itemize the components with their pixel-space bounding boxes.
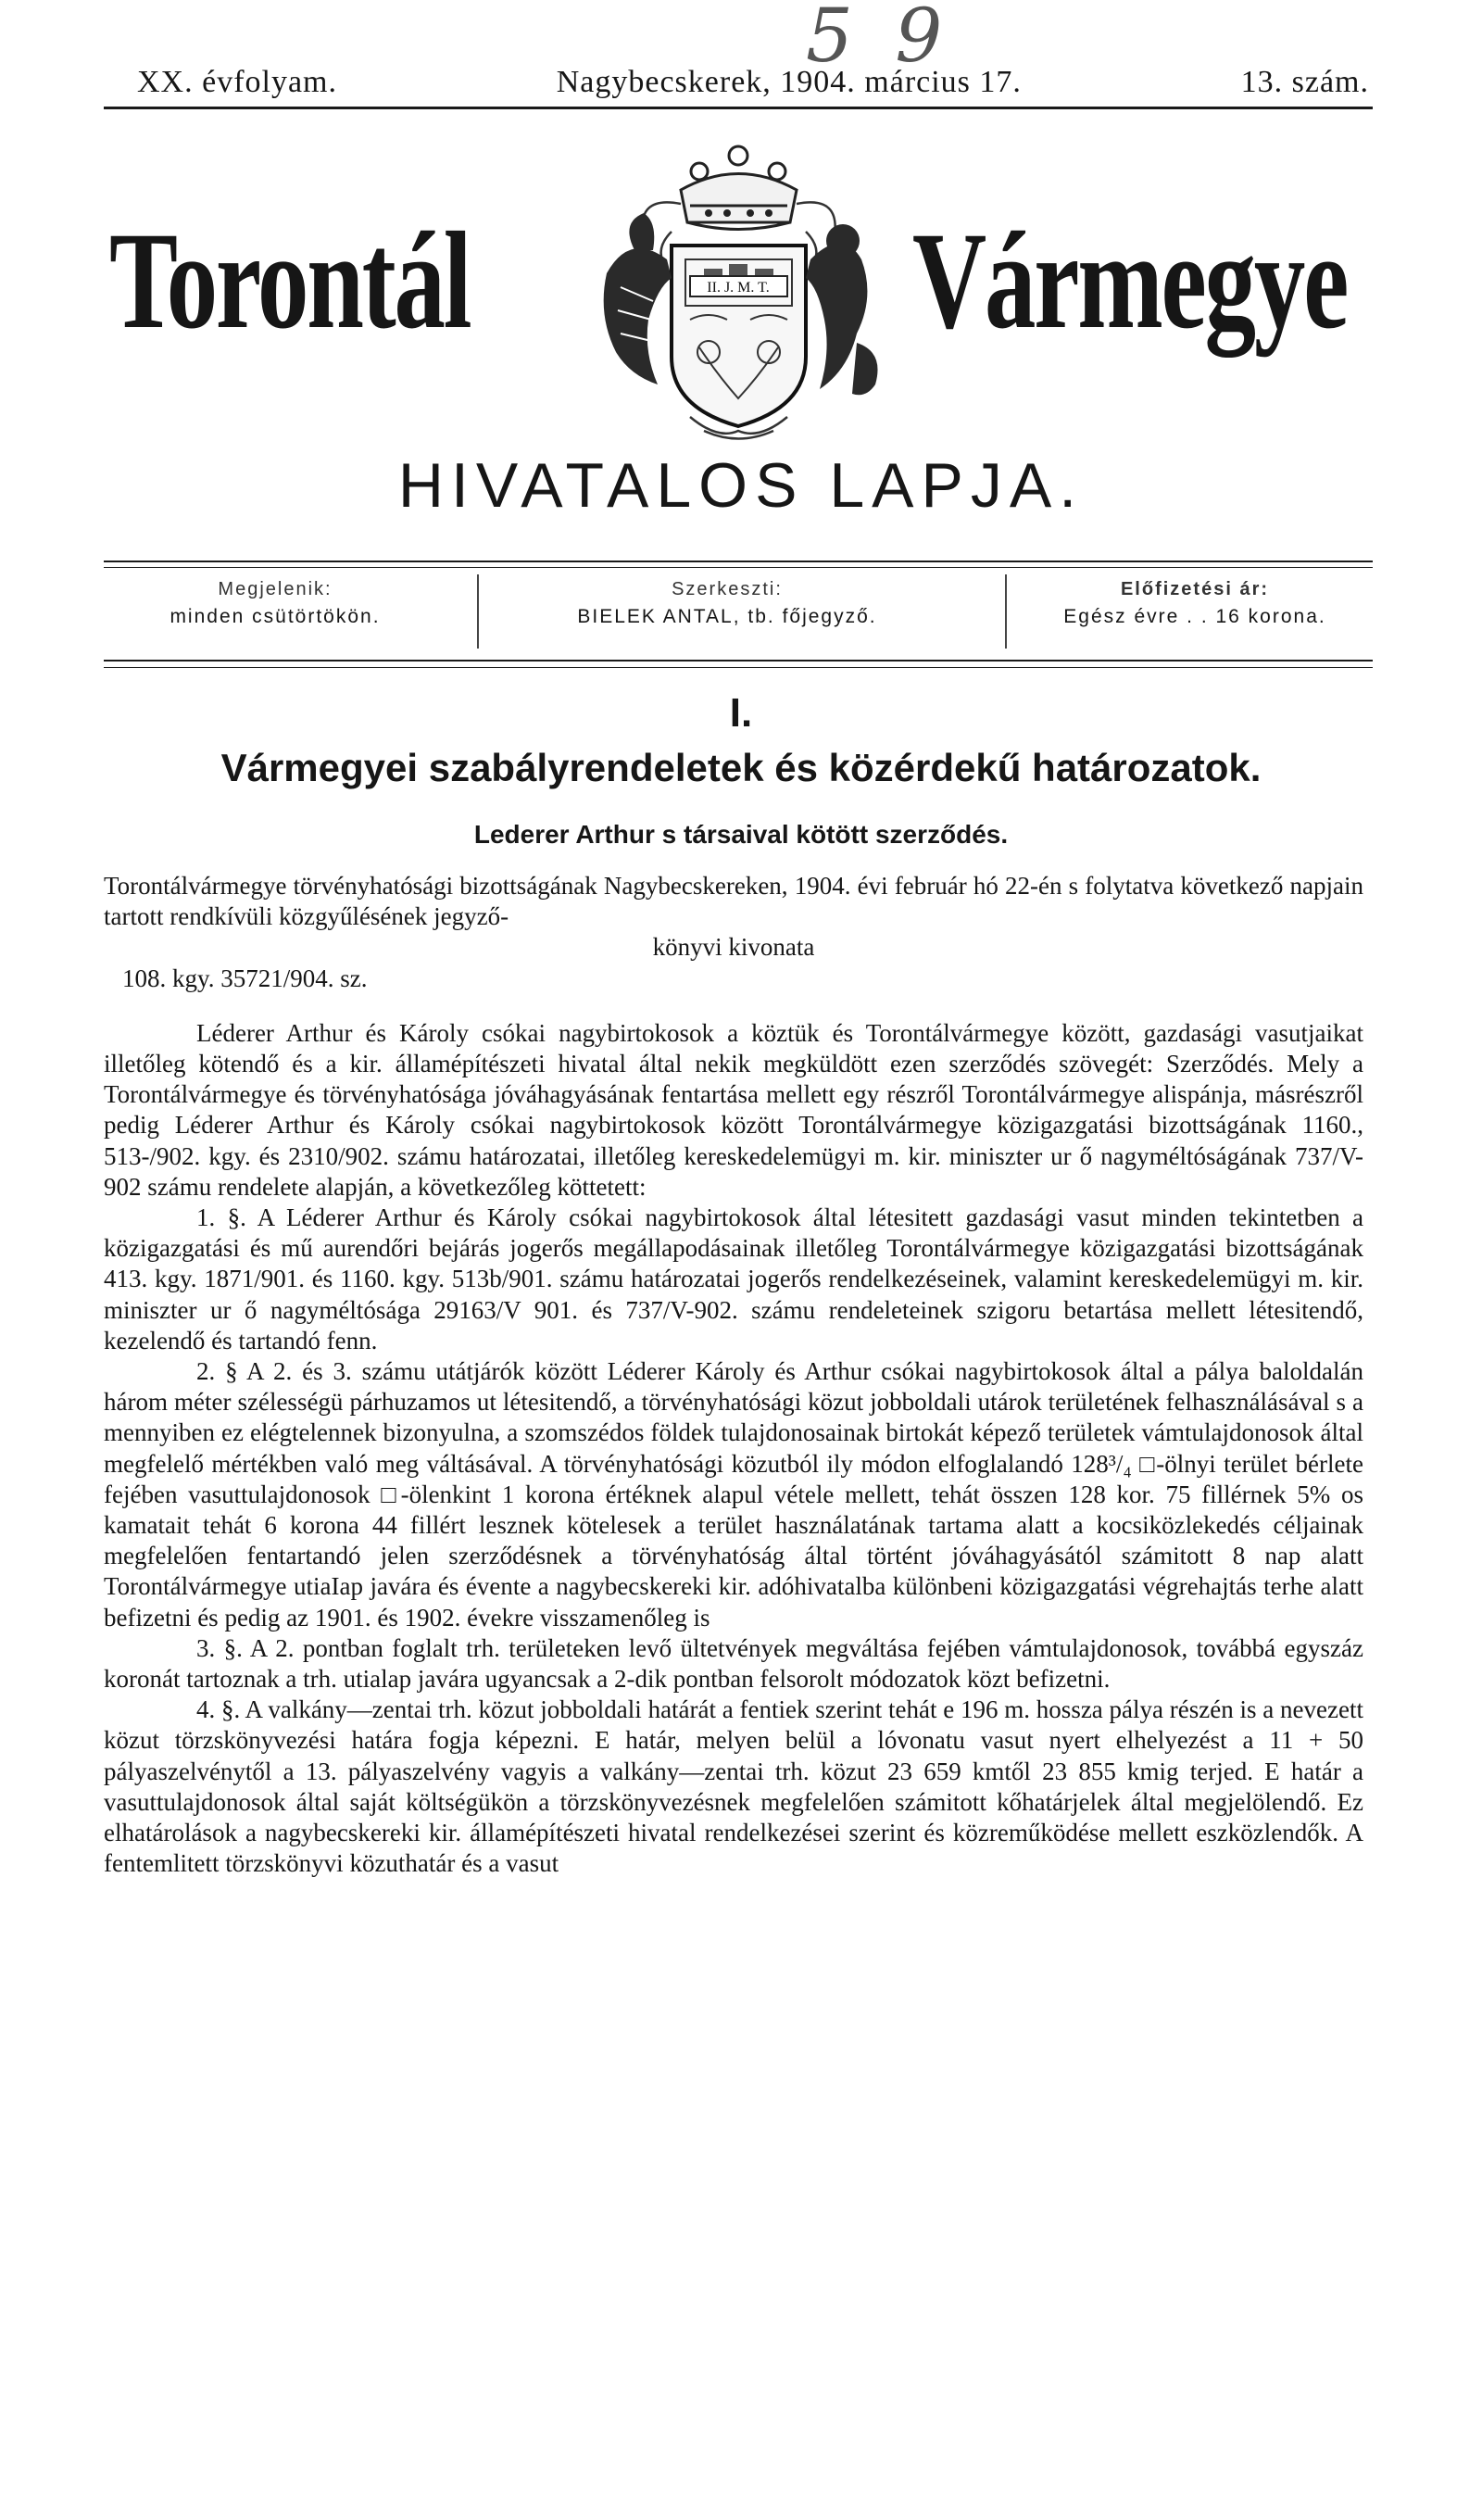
editor-label: Szerkeszti:: [672, 579, 783, 599]
handwritten-page-number: 5 9: [806, 0, 952, 79]
appears-label: Megjelenik:: [218, 579, 333, 599]
intro-continuation: könyvi kivonata: [652, 933, 815, 962]
document-title: Lederer Arthur s társaival kötött szerződés.: [473, 820, 1009, 849]
appears-value: minden csütörtökön.: [170, 606, 381, 627]
subscription-label: Előfizetési ár:: [1120, 579, 1270, 599]
reference-number: 108. kgy. 35721/904. sz.: [122, 964, 368, 992]
masthead-subtitle: HIVATALOS LAPJA.: [397, 450, 1085, 521]
info-top-rule: [104, 561, 1373, 562]
paragraph-5: 4. §. A valkány—zentai trh. közut jobboldali határát a fentiek szerint tehát e 196 m. hossza pálya részén is a nevezett közut törzskönyvezési határa fogja képezni. E határ, melyen belül a lóvonatu vasut nyert elhelyezést a 11 + 50 pályaszelvénytől a 13. pályaszelvény vagyis a valkány—zentai trh. közut 23 659 kmtől 23 855 kmig terjed. E határ a vasuttulajdonosok által saját költségükön a törzskönyvezésnek megfelelően számitott kőhatárjelek által megjelölendő. Ez elhatárolások a nagybecskereki kir. államépítészeti hivatal rendelkezései szerint és közreműködése mellett eszközlendők. A fentemlitett törzskönyvi közuthatár és a vasut: [104, 1695, 1363, 1878]
info-separator-1: [477, 574, 479, 649]
info-subscription: [1019, 579, 1371, 644]
header-line: [137, 65, 1369, 100]
info-separator-2: [1005, 574, 1007, 649]
editor-value: BIELEK ANTAL, tb. főjegyző.: [577, 606, 877, 627]
section-title: Vármegyei szabályrendeletek és közérdekű határozatok.: [220, 746, 1262, 789]
section-number: I.: [729, 690, 753, 736]
subscription-value: Egész évre . . 16 korona.: [1063, 606, 1326, 627]
paragraph-3: 2. § A 2. és 3. számu utátjárók között Léderer Károly és Arthur csókai nagybirtokosok által a pálya baloldalán három méter szélességü párhuzamos ut létesitendő, a törvényhatósági közut jobboldali utárok területének felhasználásával s a mennyiben ez elégtelennek bizonyulna, a szomszédos földek tulajdonosainak birtokát képező területek vámtulajdonosok által megfelelő mértékben való meg váltásával. A törvényhatósági közutból ily módon elfoglalandó 128³/₄ □-ölnyi terület bérlete fejében vasuttulajdonosok □-ölenkint 1 korona értéknek alapul vétele mellett, tehát összen 128 kor. 75 fillérnek 5% os kamatait tehát 6 korona 44 fillért lesznek kötelesek a terület használatának tartama alatt a kocsiközlekedés céljainak megfelelően fentartandó jelen szerződésnek a törvényhatóság által történt jóváhagyásától számitott 8 nap alatt Torontálvármegye utiaIap javára és évente a nagybecskereki kir. adóhivatalba különbeni közigazgatási végrehajtás terhe alatt befizetni és pedig az 1901. és 1902. évekre visszamenőleg is: [104, 1357, 1363, 1632]
place-date: Nagybecskerek, 1904. március 17.: [556, 65, 1022, 99]
crest-text: II. J. M. T.: [707, 280, 770, 296]
masthead-right-word: Vármegye: [912, 204, 1348, 358]
coat-of-arms-icon: [579, 120, 898, 445]
paragraph-1: Léderer Arthur és Károly csókai nagybirtokosok a köztük és Torontálvármegye között, gazdasági vasutjaikat illetőleg kötendő és a kir. államépítészeti hivatal által nekik megküldött ezen szerződés szövegét: Szerződés. Mely a Torontálvármegye és törvényhatósága jóváhagyásának fentartása mellett egy részről Torontálvármegye alispánja, másrészről pedig Léderer Arthur és Károly csókai nagybirtokosok között Torontálvármegye közigazgatási bizottságának 1160., 513-/902. kgy. és 2310/902. számu határozatai, illetőleg kereskedelemügyi m. kir. miniszter ur ő nagyméltóságának 737/V-902 számu rendelete alapján, a következőleg köttetett:: [104, 1018, 1363, 1201]
article-body: [104, 871, 1363, 1880]
paragraph-4: 3. §. A 2. pontban foglalt trh. területeken levő ültetvények megváltása fejében vámtulajdonosok, továbbá egyszáz koronát tartoznak a trh. utialap javára ugyancsak a 2-dik pontban felsorolt módozatok közt befizetni.: [104, 1633, 1363, 1694]
info-top-rule-2: [104, 567, 1373, 568]
info-bottom-rule-2: [104, 667, 1373, 668]
header-rule: [104, 107, 1373, 109]
info-editor: [491, 579, 963, 644]
info-appears: [104, 579, 446, 644]
intro-paragraph: Torontálvármegye törvényhatósági bizottságának Nagybecskereken, 1904. évi február hó 22-én s folytatva következő napjain tartott rendkívüli közgyűlésének jegyző-: [104, 872, 1363, 931]
volume-label: XX. évfolyam.: [137, 65, 338, 99]
issue-number: 13. szám.: [1240, 65, 1369, 99]
info-bottom-rule: [104, 660, 1373, 662]
paragraph-2: 1. §. A Léderer Arthur és Károly csókai nagybirtokosok által létesitett gazdasági vasut minden tekintetben a közigazgatási és mű aurendőri bejárás jogerős megállapodásainak illetőleg Torontálvármegye közigazgatási bizottságának 413. kgy. 1871/901. és 1160. kgy. 513b/901. számu határozatai jogerős rendelkezéseinek, valamint kereskedelemügyi m. kir. miniszter ur ő nagyméltósága 29163/V 901. és 737/V-902. számu rendeleteinek szigoru betartása mellett létesitendő, kezelendő és tartandó fenn.: [104, 1203, 1363, 1354]
masthead-left-word: Torontál: [109, 204, 471, 358]
